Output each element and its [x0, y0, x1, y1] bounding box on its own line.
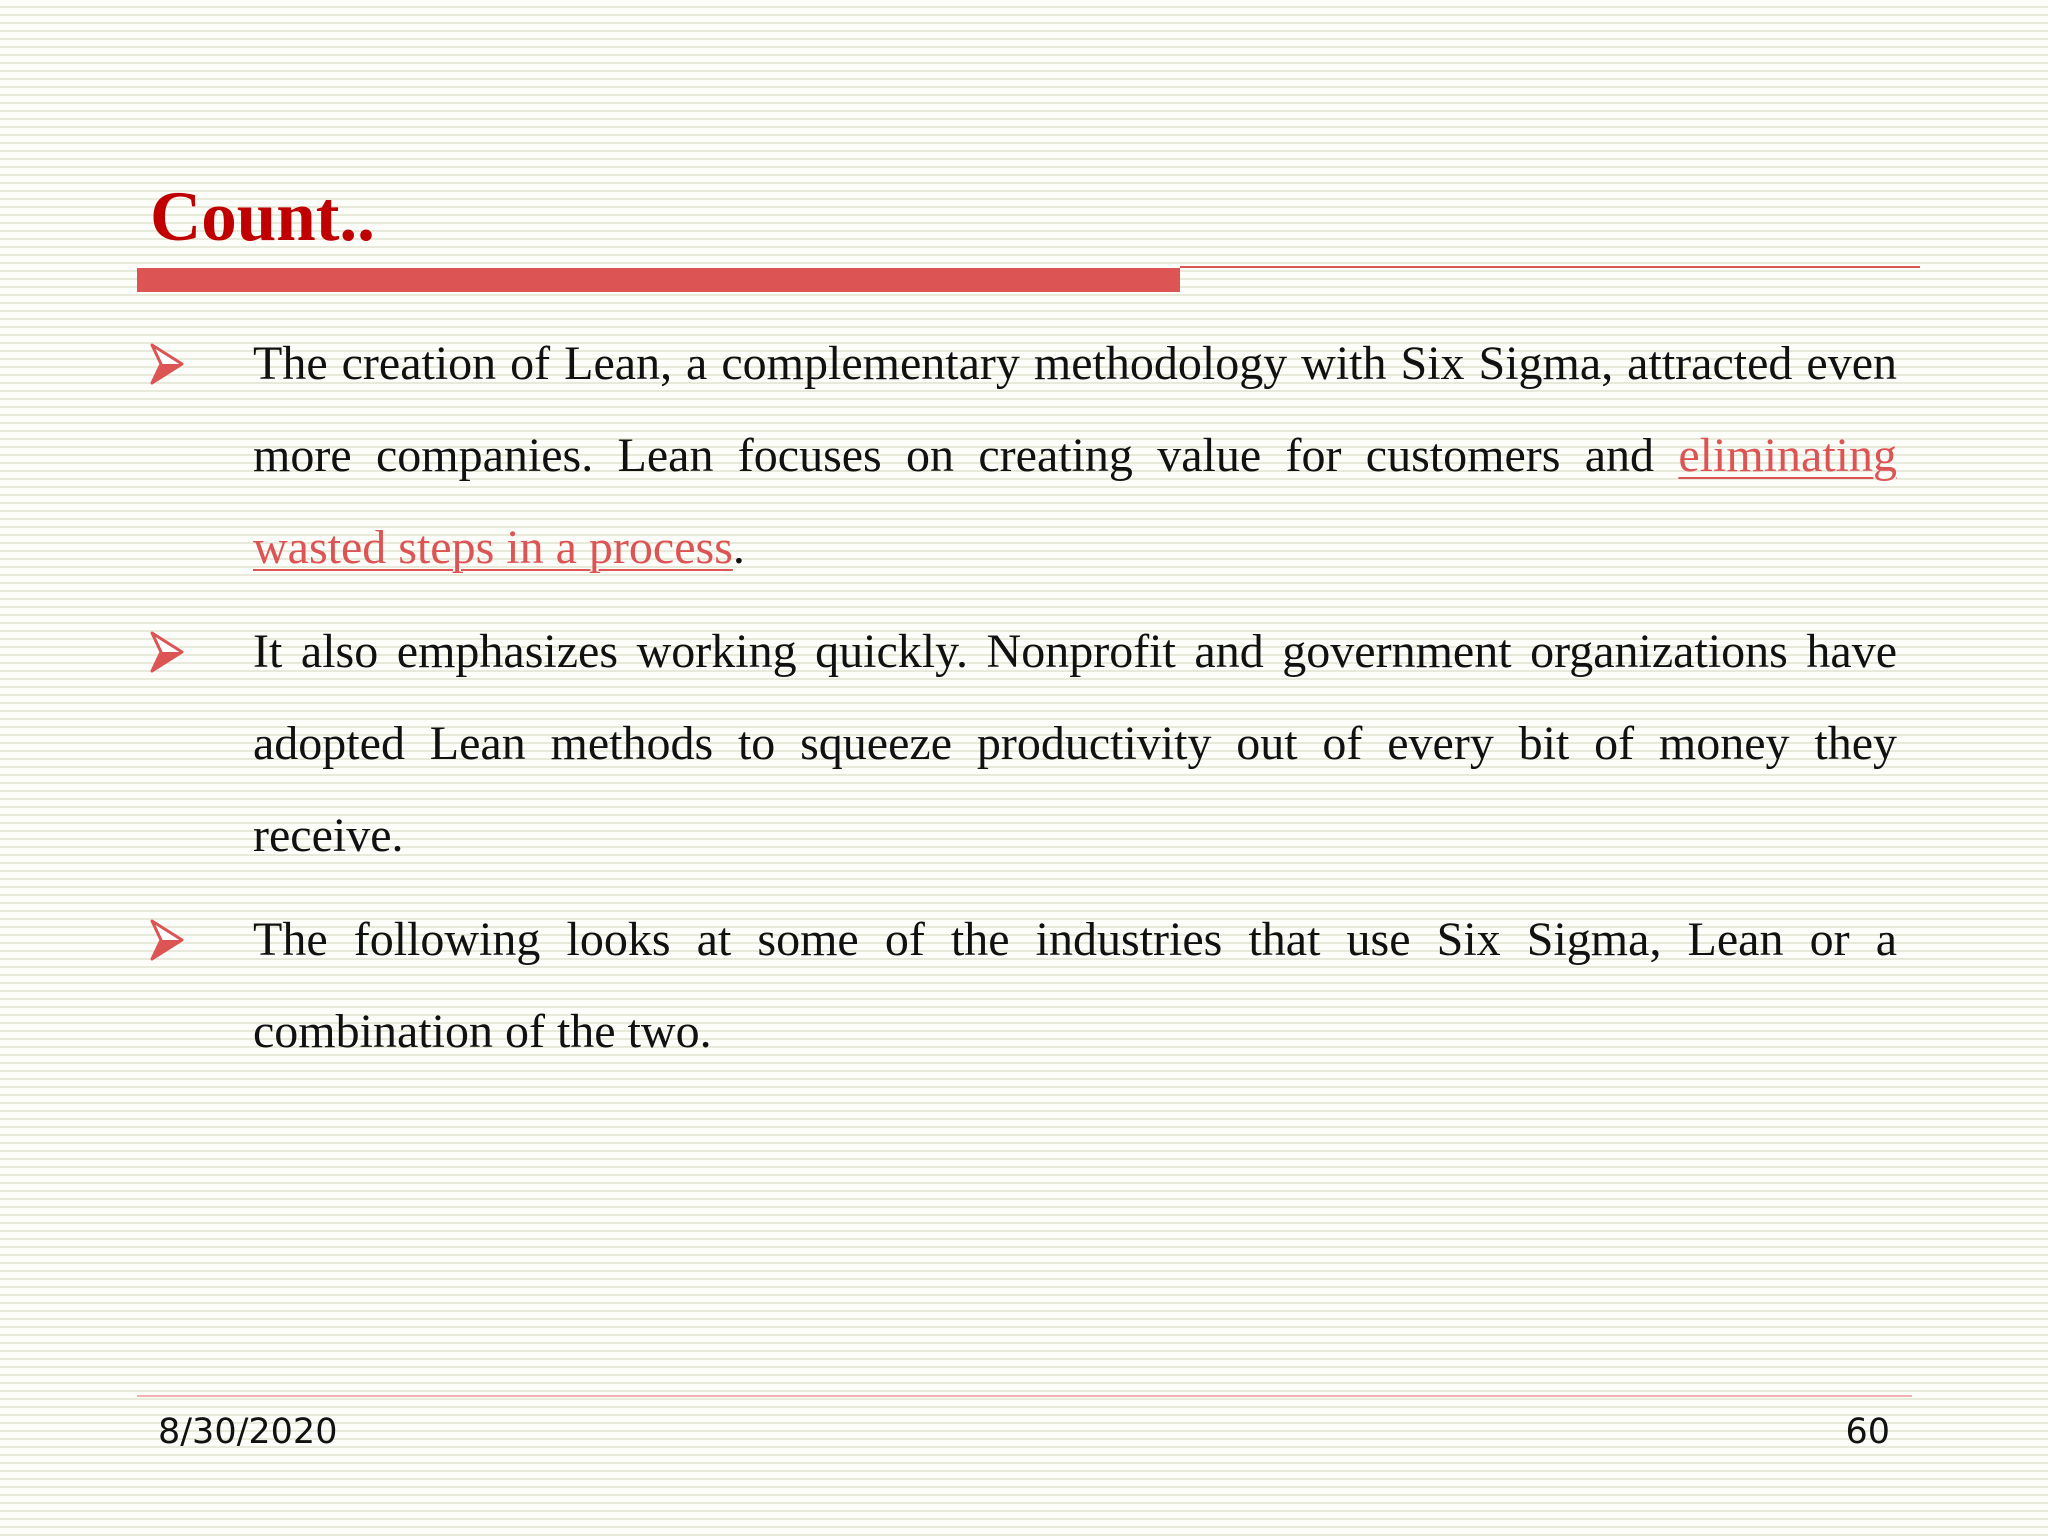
- bullet-item: [0, 606, 2048, 882]
- arrowhead-bullet-icon: [150, 630, 184, 674]
- bullet-text: The following looks at some of the industries that use Six Sigma, Lean or a combination of the two.: [253, 913, 1897, 1058]
- arrowhead-bullet-icon: [150, 342, 184, 386]
- bullet-list: [0, 318, 2048, 1090]
- arrowhead-bullet-icon: [150, 918, 184, 962]
- bullet-item: [0, 894, 2048, 1078]
- bullet-text-segment: .: [732, 521, 745, 574]
- bullet-text: It also emphasizes working quickly. Nonprofit and government organizations have adopted Lean methods to squeeze productivity out of every bit of money they receive.: [253, 625, 1897, 862]
- bullet-item: [0, 318, 2048, 594]
- bullet-text: [253, 318, 1897, 594]
- footer-date: 8/30/2020: [158, 1412, 338, 1452]
- title-underline-thick: [137, 268, 1180, 292]
- footer-divider: [137, 1395, 1912, 1397]
- page-number: 60: [1845, 1412, 1890, 1452]
- slide-title: Count..: [150, 178, 375, 256]
- bullet-text-segment: The creation of Lean, a complementary methodology with Six Sigma, attracted even more companies. Lean focuses on creating value for customers and: [253, 337, 1897, 482]
- title-underline-thin: [1180, 266, 1920, 268]
- wasted-steps-link[interactable]: eliminating wasted steps in a process: [253, 429, 1897, 574]
